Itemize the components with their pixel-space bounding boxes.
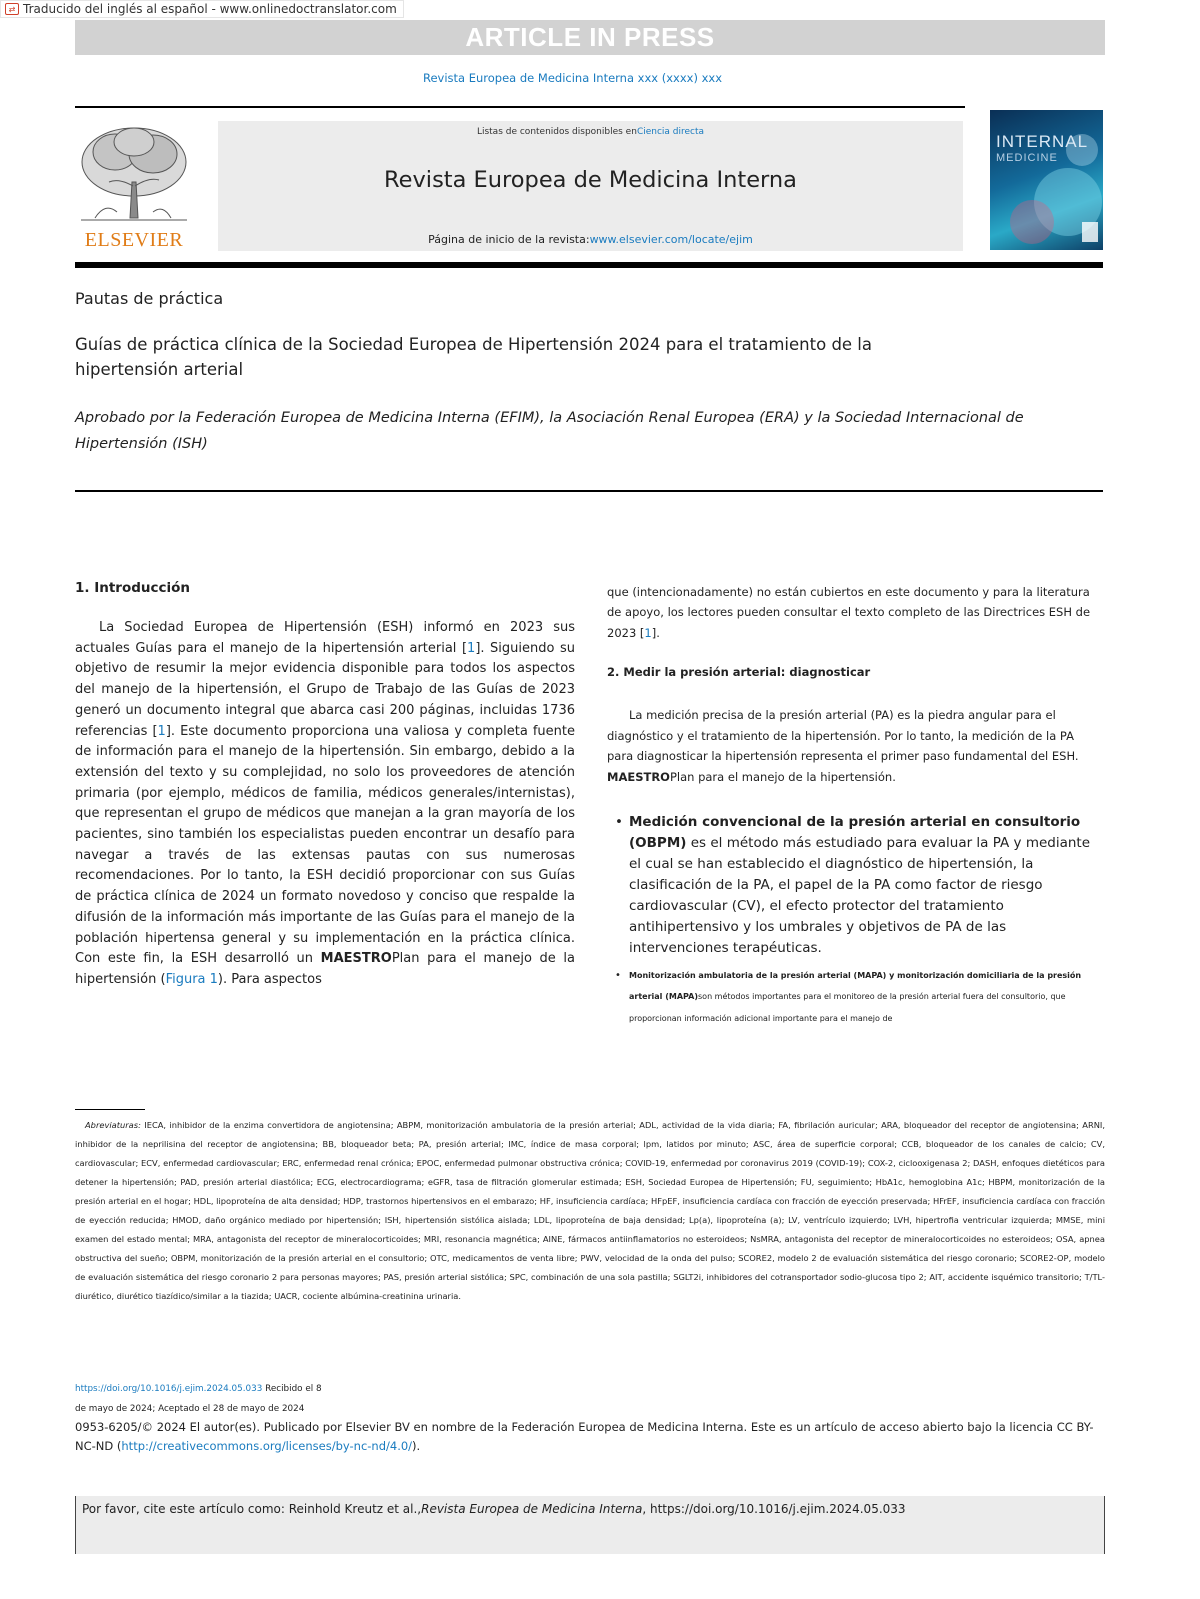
intro-text-2: ]. Siguiendo su objetivo de resumir la mejor evidencia disponible para todos los aspectos del manejo de la hipertensión, el Grupo de Trabajo de las Guías de 2023 generó un documento integral que abarca casi 200 páginas, incluidas 1736 referencias [ bbox=[75, 640, 576, 739]
intro-text-1: La Sociedad Europea de Hipertensión (ESH) informó en 2023 sus actuales Guías para el manejo de la hipertensión arterial [ bbox=[75, 620, 575, 656]
list-item bbox=[607, 812, 1103, 959]
introduction-paragraph bbox=[75, 618, 575, 991]
translator-badge-text: Traducido del inglés al español - www.onlinedoctranslator.com bbox=[23, 2, 397, 16]
intro-text-5: ). Para aspectos bbox=[217, 971, 322, 987]
received-date: Recibido el 8 bbox=[262, 1384, 322, 1394]
citation-text bbox=[82, 1502, 906, 1516]
measure-bp-text-end: Plan para el manejo de la hipertensión. bbox=[669, 770, 896, 784]
dates-line: de mayo de 2024; Aceptado el 28 de mayo de 2024 bbox=[75, 1404, 305, 1414]
citation-suffix: , https://doi.org/10.1016/j.ejim.2024.05.033 bbox=[642, 1502, 906, 1516]
header-rule bbox=[75, 106, 965, 108]
bp-methods-list bbox=[607, 812, 1103, 1030]
elsevier-logo[interactable] bbox=[75, 122, 193, 252]
intro-text-3: ]. Este documento proporciona una valiosa y completa fuente de información para el manejo de la hipertensión. Sin embargo, debido a la extensión del texto y su complejidad, no solo los proveedores de atención primaria (por ejemplo, médicos de familia, médicos generales/internistas), que representan el grupo de médicos que manejan a la gran mayoría de los pacientes, sino también los especialistas pueden encontrar un desafío para navegar a través de las extensas pautas con sus numerosas recomendaciones. Por lo tanto, la ESH decidió proporcionar con sus Guías de práctica clínica de 2024 un formato novedoso y conciso que respalde la difusión de la información más importante de las Guías para el manejo de la población hipertensa general y su implementación en la práctica clínica. Con este fin, la ESH desarrolló un bbox=[75, 723, 575, 967]
measure-bp-text: La medición precisa de la presión arterial (PA) es la piedra angular para el diagnóstico y el tratamiento de la hipertensión. Por lo tanto, la medición de la PA para diagnosticar la hipertensión representa el primer paso fundamental del ESH. bbox=[607, 707, 1079, 764]
list-item bbox=[607, 965, 1103, 1030]
masthead-rule bbox=[75, 262, 1103, 268]
abpm-term: Monitorización ambulatoria de la presión arterial (MAPA) y monitorización domiciliaria de la presión arterial (MAPA) bbox=[629, 970, 1082, 1002]
cover-graphic bbox=[990, 110, 1103, 250]
citation-prefix: Por favor, cite este artículo como: Reinhold Kreutz et al., bbox=[82, 1502, 422, 1516]
title-rule bbox=[75, 490, 1103, 492]
journal-masthead bbox=[218, 121, 963, 251]
journal-cover-image[interactable] bbox=[990, 110, 1103, 250]
master-plan-bold-2: MAESTRO bbox=[607, 770, 670, 784]
continuation-paragraph bbox=[607, 582, 1103, 643]
obpm-term: Medición convencional de la presión arterial en consultorio (OBPM) bbox=[629, 813, 1081, 851]
contents-prefix: Listas de contenidos disponibles en bbox=[476, 127, 637, 137]
left-column bbox=[75, 580, 575, 991]
translator-badge[interactable] bbox=[0, 0, 404, 18]
citation-box bbox=[75, 1496, 1105, 1554]
license-link[interactable]: http://creativecommons.org/licenses/by-nc-nd/4.0/ bbox=[121, 1438, 413, 1453]
license-end: ). bbox=[412, 1438, 421, 1453]
section-heading-introduction: 1. Introducción bbox=[75, 580, 191, 596]
obpm-description: es el método más estudiado para evaluar la PA y mediante el cual se han establecido el diagnóstico de hipertensión, la clasificación de la PA, el papel de la PA como factor de riesgo cardiovascular (CV), el efecto protector del tratamiento antihipertensivo y los umbrales y objetivos de PA de las intervenciones terapéuticas. bbox=[629, 834, 1091, 956]
contents-line bbox=[218, 127, 963, 137]
journal-title: Revista Europea de Medicina Interna bbox=[384, 167, 797, 193]
figure-1-link[interactable]: Figura 1 bbox=[165, 971, 218, 987]
homepage-line bbox=[218, 233, 963, 246]
reference-link-2[interactable]: 1 bbox=[157, 723, 166, 739]
elsevier-tree-icon bbox=[75, 122, 193, 226]
elsevier-wordmark: ELSEVIER bbox=[84, 229, 184, 251]
citation-journal: Revista Europea de Medicina Interna bbox=[421, 1502, 643, 1516]
license-statement bbox=[75, 1418, 1105, 1455]
footnote-rule bbox=[75, 1109, 145, 1110]
journal-homepage-link[interactable]: www.elsevier.com/locate/ejim bbox=[589, 233, 753, 246]
reference-link-1[interactable]: 1 bbox=[467, 640, 476, 656]
abbreviations-label: Abreviaturas: bbox=[85, 1120, 141, 1130]
article-in-press-label: ARTICLE IN PRESS bbox=[465, 22, 715, 52]
license-text: 0953-6205/© 2024 El autor(es). Publicado por Elsevier BV en nombre de la Federación Europea de Medicina Interna. Este es un artículo de acceso abierto bajo la licencia CC BY-NC-ND ( bbox=[75, 1420, 1094, 1453]
article-title: Guías de práctica clínica de la Sociedad Europea de Hipertensión 2024 para el tratamiento de la hipertensión arterial bbox=[75, 335, 873, 379]
cover-title-line2: MEDICINE bbox=[996, 152, 1058, 164]
sciencedirect-link[interactable]: Ciencia directa bbox=[636, 127, 705, 137]
reference-link-3[interactable]: 1 bbox=[644, 625, 652, 640]
doi-block bbox=[75, 1379, 322, 1419]
approved-by: Aprobado por la Federación Europea de Medicina Interna (EFIM), la Asociación Renal Europea (ERA) y la Sociedad Internacional de Hipertensión (ISH) bbox=[75, 410, 1024, 452]
doi-line bbox=[75, 1379, 322, 1399]
homepage-prefix: Página de inicio de la revista: bbox=[428, 233, 590, 246]
abpm-description: son métodos importantes para el monitoreo de la presión arterial fuera del consultorio, que proporcionan información adicional importante para el manejo de bbox=[629, 992, 1066, 1023]
continuation-text-1: que (intencionadamente) no están cubiertos en este documento y para la literatura de apoyo, los lectores pueden consultar el texto completo de las Directrices ESH de 2023 [ bbox=[607, 585, 1091, 640]
abbreviations-footnote bbox=[75, 1116, 1105, 1306]
doi-link[interactable]: https://doi.org/10.1016/j.ejim.2024.05.033 bbox=[75, 1384, 263, 1394]
journal-reference-link[interactable]: Revista Europea de Medicina Interna xxx (xxxx) xxx bbox=[422, 71, 723, 85]
measure-bp-paragraph bbox=[607, 705, 1103, 788]
continuation-text-2: ]. bbox=[651, 625, 660, 640]
article-in-press-banner bbox=[75, 20, 1105, 55]
cover-title-line1: INTERNAL bbox=[996, 132, 1089, 151]
translate-icon: ⇄ bbox=[5, 3, 19, 15]
intro-text-4: Plan para el manejo de la hipertensión ( bbox=[75, 951, 576, 987]
master-plan-bold: MAESTRO bbox=[320, 951, 392, 967]
right-column bbox=[607, 582, 1103, 1029]
abbreviations-text: IECA, inhibidor de la enzima convertidora de angiotensina; ABPM, monitorización ambulatoria de la presión arterial; ADL, actividad de la vida diaria; FA, fibrilación auricular; ARA, bloqueador del receptor de angiotensina; ARNI, inhibidor de la neprilisina del receptor de angiotensina; BB, bloqueador beta; PA, presión arterial; IMC, índice de masa corporal; lpm, latidos por minuto; ASC, área de superficie corporal; CCB, bloqueador de los canales de calcio; CV, cardiovascular; ECV, enfermedad cardiovascular; ERC, enfermedad renal crónica; EPOC, enfermedad pulmonar obstructiva crónica; COVID-19, enfermedad por coronavirus 2019 (COVID-19); COX-2, ciclooxigenasa 2; DASH, enfoques dietéticos para detener la hipertensión; PAD, presión arterial diastólica; ECG, electrocardiograma; eGFR, tasa de filtración glomerular estimada; ESH, Sociedad Europea de Hipertensión; FU, seguimiento; HbA1c, hemoglobina A1c; HBPM, monitorización de la presión arterial en el hogar; HDL, lipoproteína de alta densidad; HDP, trastornos hipertensivos en el embarazo; HF, insuficiencia cardíaca; HFpEF, insuficiencia cardíaca con fracción de eyección preservada; HFrEF, insuficiencia cardíaca con fracción de eyección reducida; HMOD, daño orgánico mediado por hipertensión; ISH, hipertensión sistólica aislada; LDL, lipoproteína de baja densidad; Lp(a), lipoproteína (a); LV, ventrículo izquierdo; LVH, hipertrofia ventricular izquierda; MMSE, mini examen del estado mental; MRA, antagonista del receptor de mineralocorticoides; MRI, resonancia magnética; AINE, fármacos antiinflamatorios no esteroideos; NsMRA, antagonista del receptor de mineralocorticoides no esteroideos; OSA, apnea obstructiva del sueño; OBPM, monitorización de la presión arterial en el consultorio; OTC, medicamentos de venta libre; PWV, velocidad de la onda del pulso; SCORE2, modelo 2 de evaluación sistemática del riesgo coronario; SCORE2-OP, modelo de evaluación sistemática del riesgo coronario 2 para personas mayores; PAS, presión arterial sistólica; SPC, combinación de una sola pastilla; SGLT2i, inhibidores del cotransportador sodio-glucosa tipo 2; AIT, accidente isquémico transitorio; T/TL-diurético, diurético tiazídico/similar a la tiazida; UACR, cociente albúmina-creatinina urinaria. bbox=[75, 1120, 1106, 1301]
section-heading-measure-bp: 2. Medir la presión arterial: diagnosticar bbox=[607, 664, 871, 679]
article-section-type: Pautas de práctica bbox=[75, 289, 224, 308]
